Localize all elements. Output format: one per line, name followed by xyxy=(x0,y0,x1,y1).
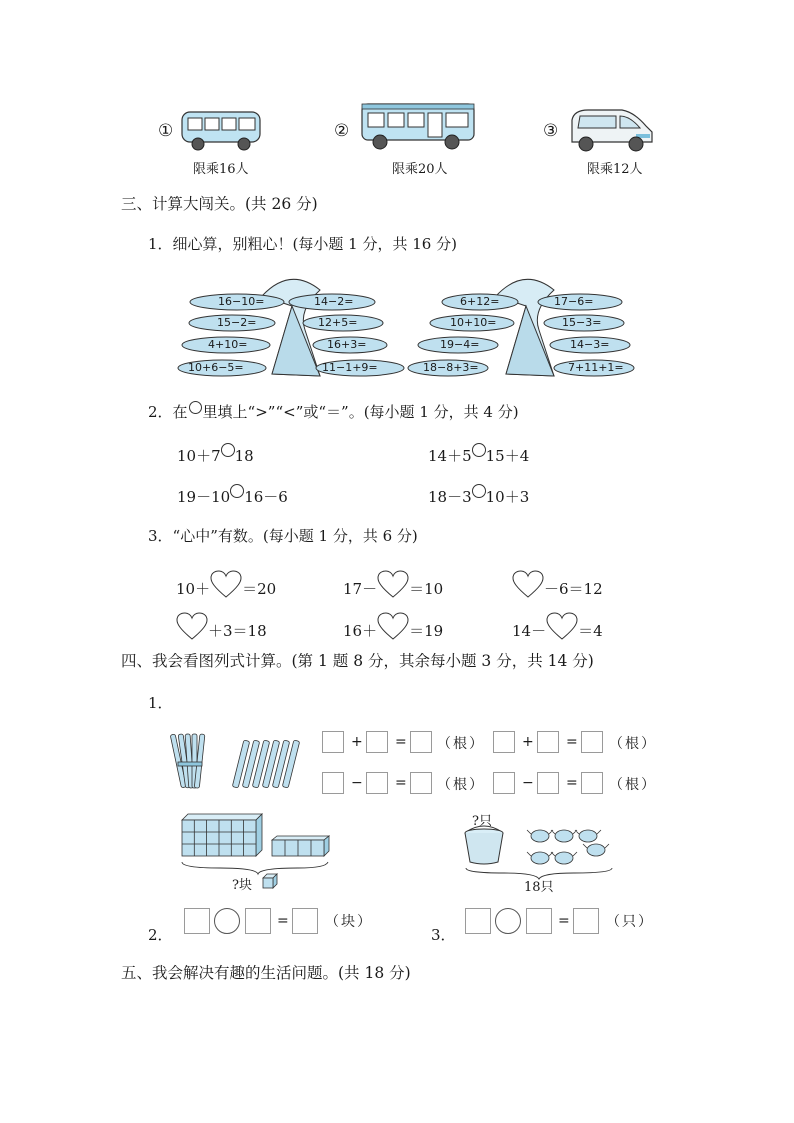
left-tree-item: 16−10= xyxy=(218,295,265,308)
s4-q2-label: 2． xyxy=(148,926,173,944)
q1-title: 1．细心算，别粗心！(每小题 1 分，共 16 分) xyxy=(148,235,457,253)
s4-q1-label: 1． xyxy=(148,694,173,712)
vehicle-2-number: ② xyxy=(334,121,350,141)
left-tree-item: 11−1+9= xyxy=(322,361,378,374)
van-illustration xyxy=(566,104,658,156)
crabs-illustration xyxy=(526,824,612,870)
equals-sign: = xyxy=(395,775,407,791)
stick-bundle-illustration xyxy=(172,732,208,792)
section3-title: 三、计算大闯关。(共 26 分) xyxy=(121,195,318,213)
heart-icon[interactable] xyxy=(210,570,242,598)
q2-left-expr: 18－3 xyxy=(428,488,472,506)
right-tree-item: 15−3= xyxy=(562,316,602,329)
q3-suffix: ＝10 xyxy=(409,580,444,598)
heart-icon[interactable] xyxy=(512,570,544,598)
answer-box[interactable] xyxy=(322,731,344,753)
q3-suffix: ＝20 xyxy=(242,580,277,598)
q3-prefix: 10＋ xyxy=(176,580,211,598)
q3-title: 3．“心中”有数。(每小题 1 分，共 6 分) xyxy=(148,527,418,545)
left-tree-item: 14−2= xyxy=(314,295,354,308)
unit-label: （根） xyxy=(437,736,485,752)
q3-item xyxy=(176,612,267,641)
vehicle-1-number: ① xyxy=(158,121,174,141)
answer-box[interactable] xyxy=(245,908,271,934)
heart-icon[interactable] xyxy=(176,612,208,640)
q2-right-expr: 15＋4 xyxy=(485,447,530,465)
answer-box[interactable] xyxy=(581,772,603,794)
q3-suffix: ＝19 xyxy=(409,622,444,640)
s4-q3-label: 3． xyxy=(431,926,456,944)
vehicle-1-caption: 限乘16人 xyxy=(193,162,249,177)
bus-illustration xyxy=(360,100,478,154)
vehicle-2-caption: 限乘20人 xyxy=(392,162,448,177)
circle-icon xyxy=(189,401,202,414)
unit-label: （根） xyxy=(609,736,657,752)
equals-sign: = xyxy=(566,734,578,750)
answer-box[interactable] xyxy=(184,908,210,934)
compare-circle-input[interactable] xyxy=(472,443,486,457)
right-tree-item: 6+12= xyxy=(460,295,500,308)
minibus-illustration xyxy=(180,106,264,154)
answer-box[interactable] xyxy=(581,731,603,753)
answer-box[interactable] xyxy=(410,731,432,753)
left-tree-item: 4+10= xyxy=(208,338,248,351)
answer-box[interactable] xyxy=(573,908,599,934)
answer-box[interactable] xyxy=(292,908,318,934)
answer-box[interactable] xyxy=(537,731,559,753)
heart-icon[interactable] xyxy=(377,570,409,598)
heart-icon[interactable] xyxy=(377,612,409,640)
q3-item xyxy=(176,570,276,599)
minus-sign: − xyxy=(522,775,534,791)
loose-sticks-illustration xyxy=(232,738,304,790)
q3-item xyxy=(343,612,443,641)
left-tree-item: 15−2= xyxy=(217,316,257,329)
q3-prefix: 14－ xyxy=(512,622,547,640)
q2-left-expr: 10＋7 xyxy=(177,447,221,465)
left-tree-item: 10+6−5= xyxy=(188,361,244,374)
operator-circle-input[interactable] xyxy=(495,908,521,934)
answer-box[interactable] xyxy=(493,731,515,753)
q3-item xyxy=(512,570,603,599)
bucket-icon xyxy=(462,826,506,866)
crabs-total-caption: 18只 xyxy=(524,880,554,895)
q3-prefix: 16＋ xyxy=(343,622,378,640)
plus-sign: + xyxy=(522,734,534,750)
plus-sign: + xyxy=(351,734,363,750)
section5-title: 五、我会解决有趣的生活问题。(共 18 分) xyxy=(121,964,411,982)
q2-left-expr: 19－10 xyxy=(177,488,231,506)
right-tree-item: 7+11+1= xyxy=(568,361,624,374)
right-tree-item: 19−4= xyxy=(440,338,480,351)
cube-blocks-illustration xyxy=(180,812,340,872)
answer-box[interactable] xyxy=(465,908,491,934)
q2-title xyxy=(148,401,519,422)
compare-circle-input[interactable] xyxy=(472,484,486,498)
right-tree-item: 10+10= xyxy=(450,316,497,329)
q2-right-expr: 18 xyxy=(234,447,254,465)
q3-item xyxy=(512,612,603,641)
vehicle-3-caption: 限乘12人 xyxy=(587,162,643,177)
vehicle-3-number: ③ xyxy=(543,121,559,141)
equals-sign: = xyxy=(558,913,570,929)
minus-sign: − xyxy=(351,775,363,791)
answer-box[interactable] xyxy=(537,772,559,794)
q3-suffix: ＋3＝18 xyxy=(208,622,267,640)
answer-box[interactable] xyxy=(366,731,388,753)
unit-label: （块） xyxy=(325,914,373,930)
answer-box[interactable] xyxy=(366,772,388,794)
unit-label: （根） xyxy=(609,777,657,793)
unit-label: （根） xyxy=(437,777,485,793)
compare-circle-input[interactable] xyxy=(230,484,244,498)
q2-left-expr: 14＋5 xyxy=(428,447,472,465)
q2-item xyxy=(177,443,254,466)
cube-icon xyxy=(262,873,278,889)
operator-circle-input[interactable] xyxy=(214,908,240,934)
q2-right-expr: 16－6 xyxy=(244,488,288,506)
answer-box[interactable] xyxy=(322,772,344,794)
q2-title-suffix: 里填上“>”“<”或“＝”。(每小题 1 分，共 4 分) xyxy=(202,403,519,421)
right-tree-item: 14−3= xyxy=(570,338,610,351)
q3-suffix: －6＝12 xyxy=(544,580,603,598)
heart-icon[interactable] xyxy=(546,612,578,640)
q2-item xyxy=(428,484,529,507)
q2-item xyxy=(428,443,529,466)
left-tree-item: 12+5= xyxy=(318,316,358,329)
blocks-question-caption: ?块 xyxy=(232,878,252,893)
unit-label: （只） xyxy=(606,914,654,930)
left-tree-item: 16+3= xyxy=(327,338,367,351)
q2-title-prefix: 2．在 xyxy=(148,403,188,421)
q2-right-expr: 10＋3 xyxy=(485,488,530,506)
answer-box[interactable] xyxy=(493,772,515,794)
equals-sign: = xyxy=(395,734,407,750)
right-tree-item: 18−8+3= xyxy=(423,361,479,374)
q3-prefix: 17－ xyxy=(343,580,378,598)
answer-box[interactable] xyxy=(410,772,432,794)
equals-sign: = xyxy=(277,913,289,929)
section4-title: 四、我会看图列式计算。(第 1 题 8 分，其余每小题 3 分，共 14 分) xyxy=(121,652,594,670)
answer-box[interactable] xyxy=(526,908,552,934)
bucket-question-caption: ?只 xyxy=(472,814,492,829)
compare-circle-input[interactable] xyxy=(221,443,235,457)
q3-suffix: ＝4 xyxy=(578,622,603,640)
equals-sign: = xyxy=(566,775,578,791)
q3-item xyxy=(343,570,443,599)
right-tree-item: 17−6= xyxy=(554,295,594,308)
q2-item xyxy=(177,484,288,507)
